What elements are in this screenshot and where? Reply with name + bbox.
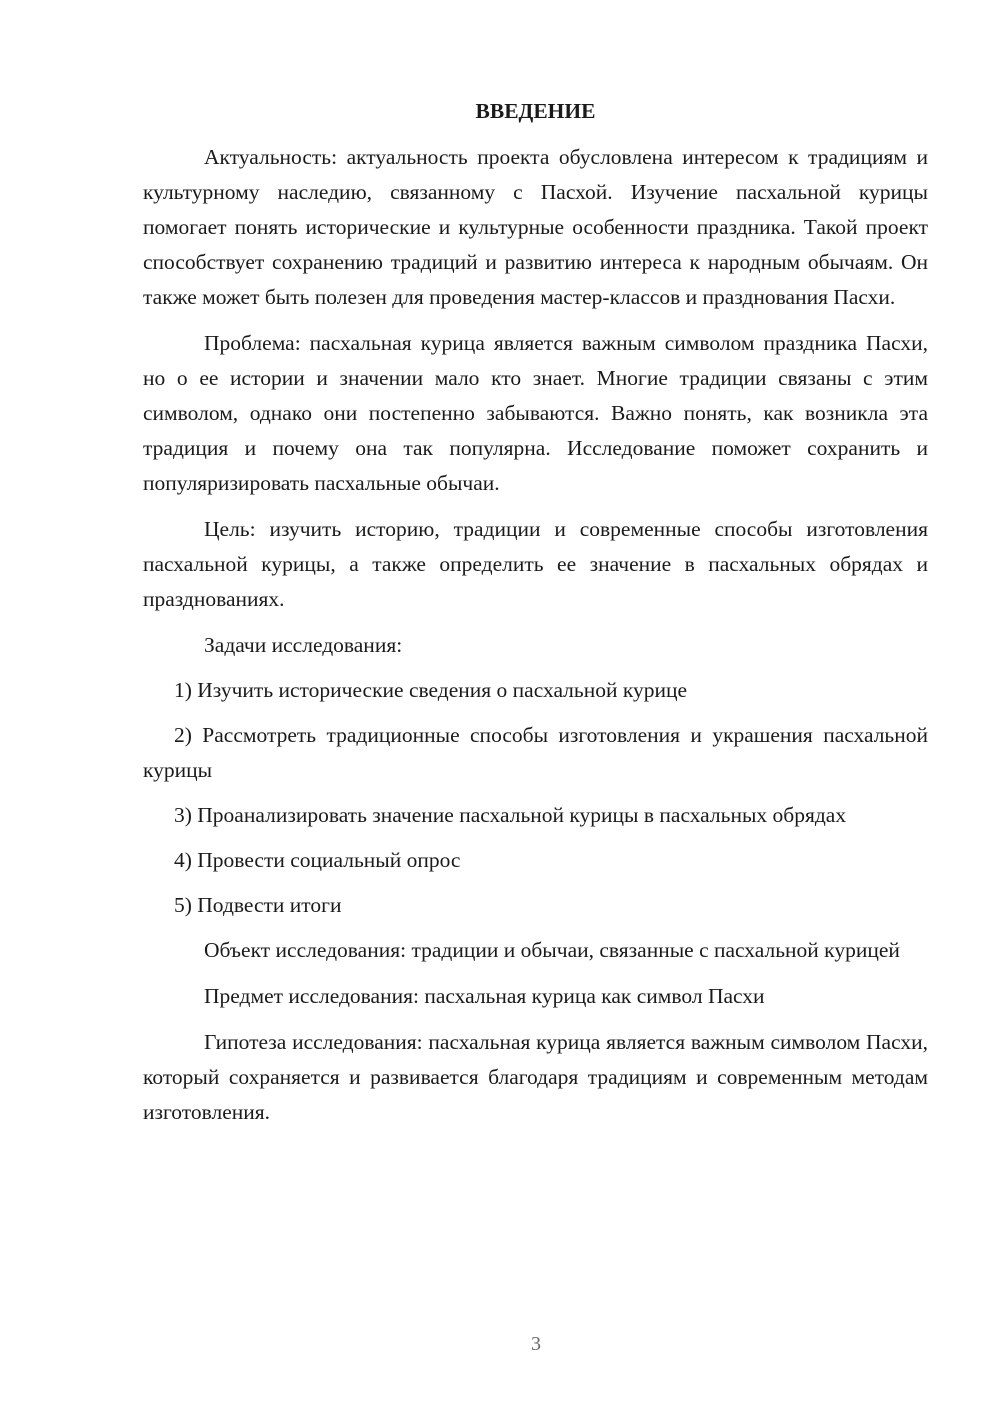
tasks-list — [143, 673, 928, 923]
page-content — [143, 97, 928, 1141]
subject-paragraph: Предмет исследования: пасхальная курица как символ Пасхи — [204, 984, 765, 1008]
task-item: 5) Подвести итоги — [174, 893, 342, 917]
task-item: 1) Изучить исторические сведения о пасхальной курице — [174, 678, 688, 702]
tasks-heading: Задачи исследования: — [204, 633, 403, 657]
hypothesis-paragraph: Гипотеза исследования: пасхальная курица является важным символом Пасхи, который сохраняется и развивается благодаря традициям и современным методам изготовления. — [143, 1030, 928, 1124]
task-item: 2) Рассмотреть традиционные способы изготовления и украшения пасхальной курицы — [143, 723, 928, 782]
section-title: ВВЕДЕНИЕ — [475, 99, 596, 123]
task-item: 3) Проанализировать значение пасхальной курицы в пасхальных обрядах — [174, 803, 847, 827]
task-item: 4) Провести социальный опрос — [174, 848, 461, 872]
page-number: 3 — [531, 1333, 541, 1355]
goal-paragraph: Цель: изучить историю, традиции и современные способы изготовления пасхальной курицы, а также определить ее значение в пасхальных обрядах и празднованиях. — [143, 517, 928, 611]
problem-paragraph: Проблема: пасхальная курица является важным символом праздника Пасхи, но о ее истории и значении мало кто знает. Многие традиции связаны с этим символом, однако они постепенно забываются. Важно понять, как возникла эта традиция и почему она так популярна. Исследование поможет сохранить и популяризировать пасхальные обычаи. — [143, 331, 928, 495]
relevance-paragraph: Актуальность: актуальность проекта обусловлена интересом к традициям и культурному наследию, связанному с Пасхой. Изучение пасхальной курицы помогает понять исторические и культурные особенности праздника. Такой проект способствует сохранению традиций и развитию интереса к народным обычаям. Он также может быть полезен для проведения мастер-классов и празднования Пасхи. — [143, 145, 928, 309]
object-paragraph: Объект исследования: традиции и обычаи, связанные с пасхальной курицей — [204, 938, 900, 962]
